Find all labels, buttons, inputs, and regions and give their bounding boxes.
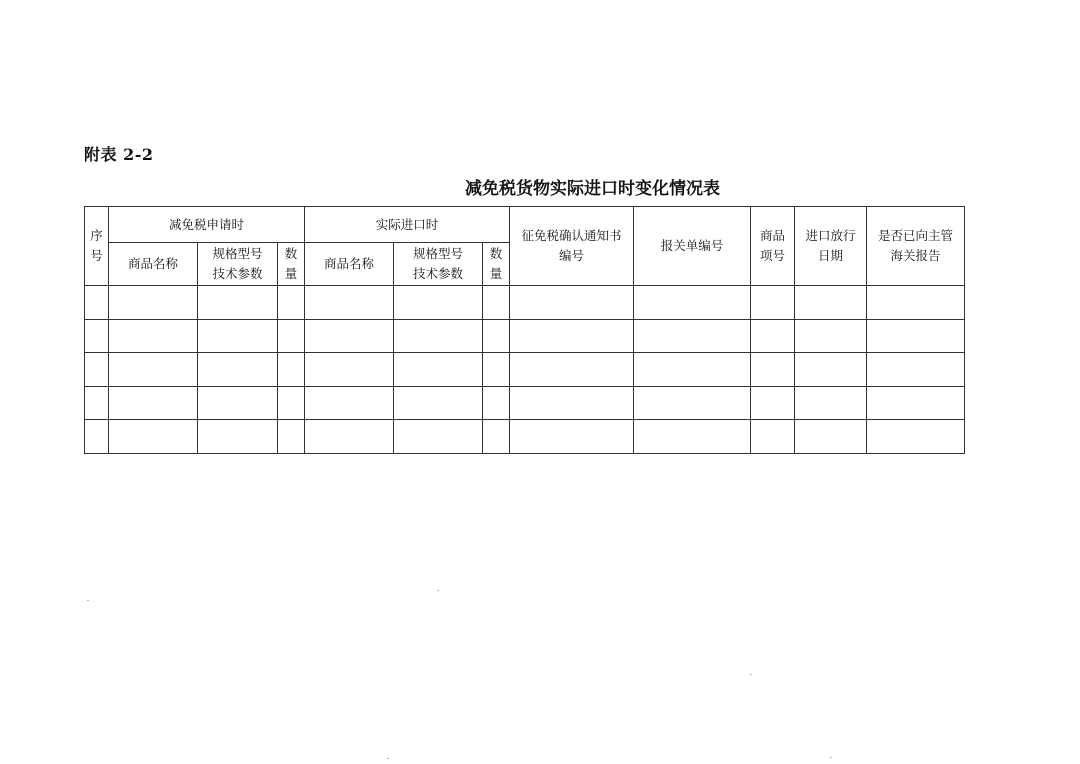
table-cell: [867, 386, 965, 420]
table-row: [85, 420, 965, 454]
table-cell: [483, 386, 510, 420]
header-item-no: 商品 项号: [751, 207, 795, 286]
table-cell: [483, 286, 510, 320]
header-reported: 是否已向主管 海关报告: [867, 207, 965, 286]
table-cell: [278, 286, 305, 320]
change-record-table: [84, 206, 965, 454]
table-cell: [109, 386, 198, 420]
table-row: [85, 353, 965, 387]
table-cell: [109, 286, 198, 320]
table-cell: [795, 386, 867, 420]
table-cell: [198, 353, 278, 387]
table-cell: [751, 386, 795, 420]
table-cell: [634, 420, 751, 454]
table-row: [85, 319, 965, 353]
table-cell: [305, 386, 394, 420]
table-cell: [198, 386, 278, 420]
table-cell: [198, 286, 278, 320]
header-app-quantity: 数 量: [278, 243, 305, 286]
table-cell: [278, 420, 305, 454]
table-cell: [751, 353, 795, 387]
scan-speck: [830, 757, 832, 758]
table-cell: [394, 353, 483, 387]
table-cell: [394, 286, 483, 320]
table-cell: [510, 386, 634, 420]
scan-speck: [437, 590, 439, 591]
header-app-product-name: 商品名称: [109, 243, 198, 286]
table-cell: [510, 286, 634, 320]
table-cell: [394, 420, 483, 454]
table-cell: [867, 353, 965, 387]
table-cell: [795, 319, 867, 353]
table-cell: [305, 286, 394, 320]
scan-speck: [750, 674, 752, 675]
table-cell: [305, 353, 394, 387]
table-cell: [278, 386, 305, 420]
table-cell: [305, 319, 394, 353]
table-cell: [634, 386, 751, 420]
header-act-spec: 规格型号 技术参数: [394, 243, 483, 286]
table-cell: [278, 353, 305, 387]
document-title: 减免税货物实际进口时变化情况表: [465, 179, 720, 199]
scan-speck: [87, 600, 89, 601]
table-cell: [867, 319, 965, 353]
header-app-spec: 规格型号 技术参数: [198, 243, 278, 286]
table-cell: [85, 286, 109, 320]
table-cell: [85, 386, 109, 420]
table-cell: [109, 420, 198, 454]
table-cell: [85, 353, 109, 387]
header-act-quantity: 数 量: [483, 243, 510, 286]
header-release-date: 进口放行 日期: [795, 207, 867, 286]
table-cell: [198, 420, 278, 454]
table-cell: [751, 286, 795, 320]
table-cell: [634, 286, 751, 320]
appendix-label: 附表 2-2: [84, 145, 154, 164]
header-group-actual: 实际进口时: [305, 207, 510, 243]
table-cell: [198, 319, 278, 353]
table-cell: [510, 353, 634, 387]
header-declaration-no: 报关单编号: [634, 207, 751, 286]
table-cell: [634, 319, 751, 353]
table-body: [85, 286, 965, 454]
table-cell: [510, 420, 634, 454]
table-cell: [634, 353, 751, 387]
table-cell: [795, 420, 867, 454]
table-cell: [751, 319, 795, 353]
table-cell: [109, 353, 198, 387]
table-cell: [867, 420, 965, 454]
table-cell: [85, 420, 109, 454]
table-cell: [109, 319, 198, 353]
header-seq: 序 号: [85, 207, 109, 286]
table-cell: [278, 319, 305, 353]
table-cell: [85, 319, 109, 353]
scan-speck: [387, 758, 389, 759]
table-cell: [510, 319, 634, 353]
table-cell: [795, 286, 867, 320]
table-cell: [867, 286, 965, 320]
table-cell: [795, 353, 867, 387]
header-act-product-name: 商品名称: [305, 243, 394, 286]
table-cell: [483, 319, 510, 353]
table-cell: [751, 420, 795, 454]
table-cell: [305, 420, 394, 454]
table-cell: [394, 319, 483, 353]
table-row: [85, 286, 965, 320]
header-group-application: 减免税申请时: [109, 207, 305, 243]
table-cell: [483, 420, 510, 454]
header-notice-no: 征免税确认通知书 编号: [510, 207, 634, 286]
table-cell: [394, 386, 483, 420]
table-row: [85, 386, 965, 420]
table-cell: [483, 353, 510, 387]
